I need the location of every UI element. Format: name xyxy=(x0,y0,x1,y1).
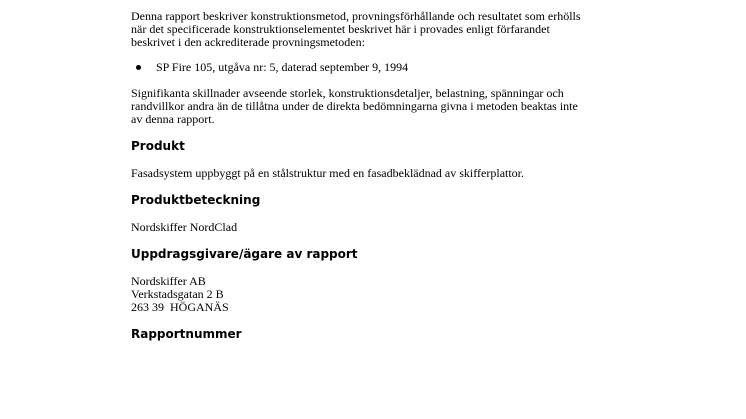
product-heading: Produkt xyxy=(131,139,185,153)
client-heading: Uppdragsgivare/ägare av rapport xyxy=(131,247,358,261)
product-description: Fasadsystem uppbyggt på en stålstruktur med en fasadbeklädnad av skifferplattor. xyxy=(131,166,525,180)
client-street: Verkstadsgatan 2 B xyxy=(131,287,224,301)
intro-paragraph: Denna rapport beskriver konstruktionsmetod, provningsförhållande och resultatet som erhölls när det specificerade konstruktionselementet beskrivet här i provades enligt förfarandet beskrivet i den ackrediterade provningsmetoden: xyxy=(131,9,581,49)
product-designation-heading: Produktbeteckning xyxy=(131,193,261,207)
test-method-text: SP Fire 105, utgåva nr: 5, daterad september 9, 1994 xyxy=(156,60,409,74)
client-postal-city: 263 39 HÖGANÄS xyxy=(131,300,229,314)
client-address xyxy=(131,275,651,314)
deviation-paragraph: Signifikanta skillnader avseende storlek, konstruktionsdetaljer, belastning, spänningar och randvillkor andra än de tillåtna under de direkta bedömningarna givna i metoden beaktas inte av denna rapport. xyxy=(131,86,578,126)
bullet-dot-icon xyxy=(136,65,141,70)
test-method-item xyxy=(131,61,651,74)
report-number-heading: Rapportnummer xyxy=(131,327,242,341)
client-name: Nordskiffer AB xyxy=(131,274,206,288)
report-page xyxy=(131,10,651,341)
test-method-list xyxy=(131,61,651,74)
product-designation-value: Nordskiffer NordClad xyxy=(131,220,238,234)
